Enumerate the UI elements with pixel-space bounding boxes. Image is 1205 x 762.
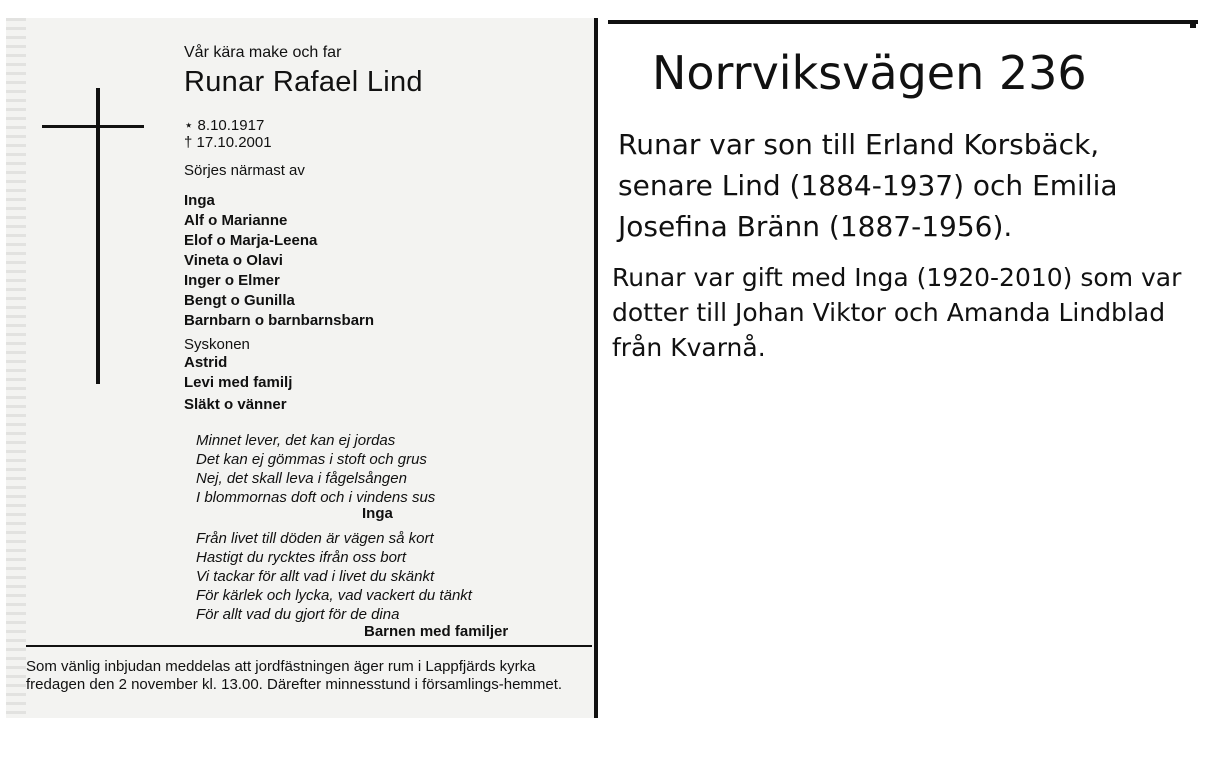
- death-date: † 17.10.2001: [184, 134, 272, 151]
- poem-line: Vi tackar för allt vad i livet du skänkt: [196, 568, 435, 585]
- address-heading: Norrviksvägen 236: [652, 46, 1087, 100]
- family-member: Alf o Marianne: [184, 212, 288, 229]
- divider: [594, 584, 598, 589]
- family-member: Elof o Marja-Leena: [184, 232, 318, 249]
- poem-signature: Inga: [362, 505, 393, 522]
- poem-signature: Barnen med familjer: [364, 623, 509, 640]
- family-member: Bengt o Gunilla: [184, 292, 295, 309]
- spouse-paragraph: Runar var gift med Inga (1920-2010) som var dotter till Johan Viktor och Amanda Lindblad från Kvarnå.: [612, 263, 1182, 362]
- poem-line: I blommornas doft och i vindens sus: [196, 489, 436, 506]
- sibling: Astrid: [184, 354, 228, 371]
- relatives-and-friends: Släkt o vänner: [184, 396, 287, 413]
- mourned-by-label: Sörjes närmast av: [184, 162, 305, 179]
- poem-line: Minnet lever, det kan ej jordas: [196, 432, 396, 449]
- poem-line: För allt vad du gjort för de dina: [196, 606, 400, 623]
- divider: [594, 596, 598, 601]
- poem-line: Nej, det skall leva i fågelsången: [196, 470, 407, 487]
- family-member: Inger o Elmer: [184, 272, 280, 289]
- cross-icon: [42, 125, 144, 128]
- siblings-label: Syskonen: [184, 336, 250, 353]
- obituary-clipping: [6, 18, 598, 718]
- poem-line: För kärlek och lycka, vad vackert du tänkt: [196, 587, 472, 604]
- divider: [26, 645, 592, 647]
- sibling: Levi med familj: [184, 374, 293, 391]
- family-member: Inga: [184, 192, 215, 209]
- obituary-intro: Vår kära make och far: [184, 44, 342, 61]
- poem-line: Hastigt du rycktes ifrån oss bort: [196, 549, 407, 566]
- obituary-card: [12, 18, 592, 718]
- poem-line: Från livet till döden är vägen så kort: [196, 530, 434, 547]
- birth-date: ⋆ 8.10.1917: [184, 117, 265, 134]
- poem-line: Det kan ej gömmas i stoft och grus: [196, 451, 427, 468]
- divider: [608, 20, 1198, 24]
- family-member: Barnbarn o barnbarnsbarn: [184, 312, 375, 329]
- deceased-name: Runar Rafael Lind: [184, 66, 423, 98]
- family-member: Vineta o Olavi: [184, 252, 283, 269]
- divider: [1190, 20, 1196, 28]
- parents-paragraph: Runar var son till Erland Korsbäck, senare Lind (1884-1937) och Emilia Josefina Bränn (1887-1956).: [618, 128, 1118, 243]
- cross-icon: [96, 88, 100, 384]
- funeral-notice: Som vänlig inbjudan meddelas att jordfästningen äger rum i Lappfjärds kyrka fredagen den 2 november kl. 13.00. Därefter minnesstund i församlings-hemmet.: [26, 658, 563, 693]
